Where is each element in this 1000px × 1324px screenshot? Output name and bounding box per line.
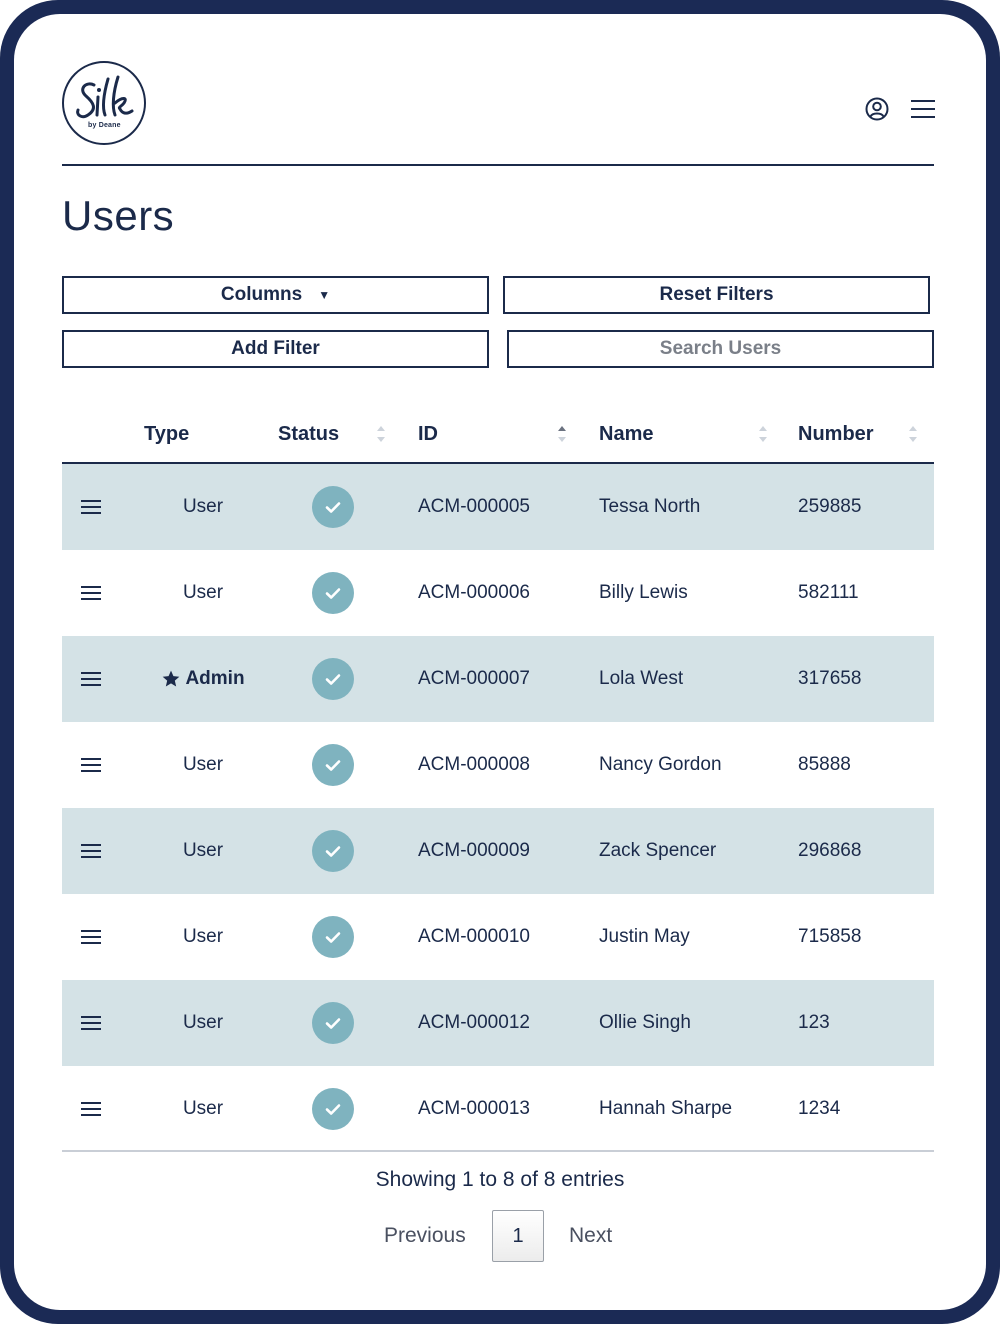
add-filter-label: Add Filter bbox=[231, 338, 320, 359]
table-row[interactable] bbox=[62, 980, 934, 1066]
silk-logo[interactable] bbox=[62, 61, 146, 145]
number-cell: 85888 bbox=[798, 754, 851, 775]
star-icon bbox=[161, 669, 181, 689]
name-cell: Tessa North bbox=[599, 496, 701, 517]
add-filter-button[interactable] bbox=[62, 330, 489, 368]
drag-handle-icon[interactable] bbox=[81, 1101, 101, 1117]
header-divider bbox=[62, 164, 934, 166]
name-cell: Hannah Sharpe bbox=[599, 1098, 733, 1119]
type-cell bbox=[138, 894, 268, 980]
type-cell bbox=[138, 550, 268, 636]
status-check-icon bbox=[312, 486, 354, 528]
drag-handle-icon[interactable] bbox=[81, 1015, 101, 1031]
type-label: Admin bbox=[185, 668, 245, 689]
table-row[interactable] bbox=[62, 636, 934, 722]
id-cell: ACM-000005 bbox=[418, 496, 530, 517]
drag-handle-icon[interactable] bbox=[81, 929, 101, 945]
type-label: User bbox=[182, 582, 224, 603]
status-check-icon bbox=[312, 1002, 354, 1044]
number-cell: 296868 bbox=[798, 840, 862, 861]
status-check-icon bbox=[312, 744, 354, 786]
number-cell: 715858 bbox=[798, 926, 862, 947]
drag-handle-icon[interactable] bbox=[81, 843, 101, 859]
type-label: User bbox=[182, 496, 224, 517]
number-cell: 123 bbox=[798, 1012, 830, 1033]
id-cell: ACM-000013 bbox=[418, 1098, 530, 1119]
type-cell bbox=[138, 1066, 268, 1152]
status-check-icon bbox=[312, 830, 354, 872]
type-cell bbox=[138, 464, 268, 550]
reset-filters-button[interactable] bbox=[503, 276, 930, 314]
type-cell bbox=[138, 808, 268, 894]
sort-id-icon[interactable] bbox=[557, 422, 567, 448]
status-check-icon bbox=[312, 572, 354, 614]
table-row[interactable] bbox=[62, 894, 934, 980]
drag-handle-icon[interactable] bbox=[81, 499, 101, 515]
silk-logo-mark bbox=[64, 63, 144, 143]
table-header bbox=[62, 409, 934, 464]
type-cell bbox=[138, 980, 268, 1066]
id-cell: ACM-000008 bbox=[418, 754, 530, 775]
table-row[interactable] bbox=[62, 464, 934, 550]
table-bottom-divider bbox=[62, 1150, 934, 1152]
hamburger-menu-icon[interactable] bbox=[910, 96, 936, 122]
number-cell: 1234 bbox=[798, 1098, 841, 1119]
type-label: User bbox=[182, 1098, 224, 1119]
next-page-button[interactable]: Next bbox=[569, 1224, 613, 1247]
name-cell: Zack Spencer bbox=[599, 840, 717, 861]
id-cell: ACM-000012 bbox=[418, 1012, 530, 1033]
header-actions bbox=[864, 96, 936, 122]
id-cell: ACM-000007 bbox=[418, 668, 530, 689]
number-cell: 582111 bbox=[798, 582, 859, 603]
reset-filters-label: Reset Filters bbox=[659, 284, 774, 305]
sort-number-icon[interactable] bbox=[908, 422, 918, 448]
drag-handle-icon[interactable] bbox=[81, 671, 101, 687]
users-table bbox=[62, 409, 934, 1152]
name-cell: Nancy Gordon bbox=[599, 754, 722, 775]
name-cell: Billy Lewis bbox=[599, 582, 688, 603]
column-header-name[interactable]: Name bbox=[599, 423, 654, 445]
page-title: Users bbox=[62, 192, 175, 239]
app-screen bbox=[14, 14, 986, 1310]
table-row[interactable] bbox=[62, 722, 934, 808]
drag-handle-icon[interactable] bbox=[81, 757, 101, 773]
drag-handle-icon[interactable] bbox=[81, 585, 101, 601]
id-cell: ACM-000010 bbox=[418, 926, 530, 947]
column-header-status[interactable]: Status bbox=[278, 423, 340, 445]
sort-name-icon[interactable] bbox=[758, 422, 768, 448]
table-row[interactable] bbox=[62, 550, 934, 636]
status-check-icon bbox=[312, 1088, 354, 1130]
number-cell: 317658 bbox=[798, 668, 862, 689]
id-cell: ACM-000009 bbox=[418, 840, 530, 861]
name-cell: Ollie Singh bbox=[599, 1012, 691, 1033]
number-cell: 259885 bbox=[798, 496, 862, 517]
type-label: User bbox=[182, 754, 224, 775]
table-row[interactable] bbox=[62, 1066, 934, 1152]
name-cell: Justin May bbox=[599, 926, 690, 947]
type-label: User bbox=[182, 1012, 224, 1033]
entries-info: Showing 1 to 8 of 8 entries bbox=[375, 1168, 625, 1191]
user-account-icon[interactable] bbox=[864, 96, 890, 122]
logo-subtitle: by Deane bbox=[88, 122, 121, 129]
column-header-type[interactable]: Type bbox=[144, 423, 190, 445]
previous-page-button[interactable]: Previous bbox=[384, 1224, 466, 1247]
sort-status-icon[interactable] bbox=[376, 422, 386, 448]
table-row[interactable] bbox=[62, 808, 934, 894]
search-users-input[interactable] bbox=[507, 330, 934, 368]
column-header-number[interactable]: Number bbox=[798, 423, 874, 445]
type-cell bbox=[138, 636, 268, 722]
table-body bbox=[62, 464, 934, 1152]
status-check-icon bbox=[312, 658, 354, 700]
columns-dropdown-button[interactable] bbox=[62, 276, 489, 314]
type-cell bbox=[138, 722, 268, 808]
page-number-button[interactable]: 1 bbox=[492, 1210, 544, 1262]
caret-down-icon: ▼ bbox=[318, 288, 331, 302]
status-check-icon bbox=[312, 916, 354, 958]
type-label: User bbox=[182, 926, 224, 947]
column-header-id[interactable]: ID bbox=[418, 423, 438, 445]
type-label: User bbox=[182, 840, 224, 861]
id-cell: ACM-000006 bbox=[418, 582, 530, 603]
columns-button-label: Columns bbox=[220, 284, 303, 305]
name-cell: Lola West bbox=[599, 668, 684, 689]
